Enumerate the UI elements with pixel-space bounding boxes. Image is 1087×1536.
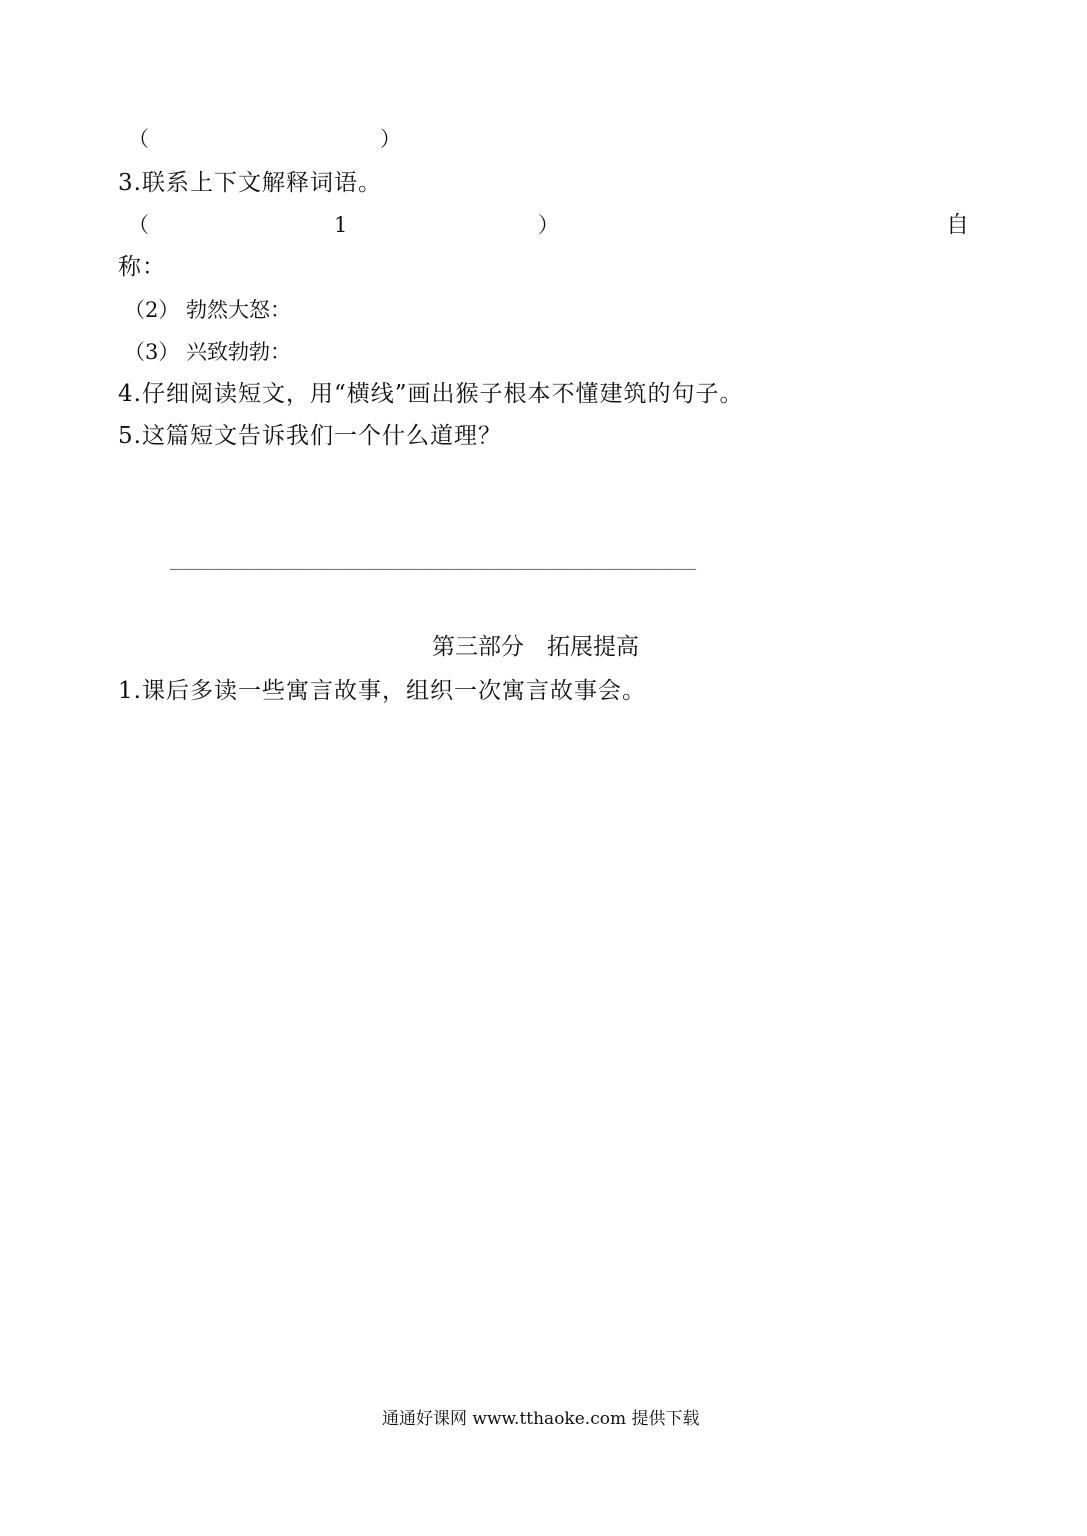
q3-item1-close-paren: ） — [538, 213, 559, 237]
q3-item1-open-paren: （ — [128, 213, 149, 237]
answer-close-paren: ） — [380, 127, 401, 151]
q3-item1-number: 1 — [334, 213, 348, 237]
q3-item1-term-part2: 称： — [118, 254, 166, 280]
q3-item2: （2） 勃然大怒： — [124, 298, 292, 322]
answer-open-paren: （ — [128, 127, 149, 151]
question-3-label: 3.联系上下文解释词语。 — [118, 170, 382, 196]
page-footer: 通通好课网 www.tthaoke.com 提供下载 — [382, 1409, 700, 1429]
section-3-title: 第三部分 拓展提高 — [432, 634, 639, 660]
q3-item3: （3） 兴致勃勃： — [124, 340, 292, 364]
answer-line: ______________________________________________ — [170, 548, 697, 570]
question-5-label: 5.这篇短文告诉我们一个什么道理？ — [118, 423, 502, 449]
section-3-question-1: 1.课后多读一些寓言故事，组织一次寓言故事会。 — [118, 678, 646, 704]
q3-item1-term-part1: 自 — [946, 212, 969, 238]
question-4-label: 4.仔细阅读短文，用“横线”画出猴子根本不懂建筑的句子。 — [118, 381, 744, 407]
